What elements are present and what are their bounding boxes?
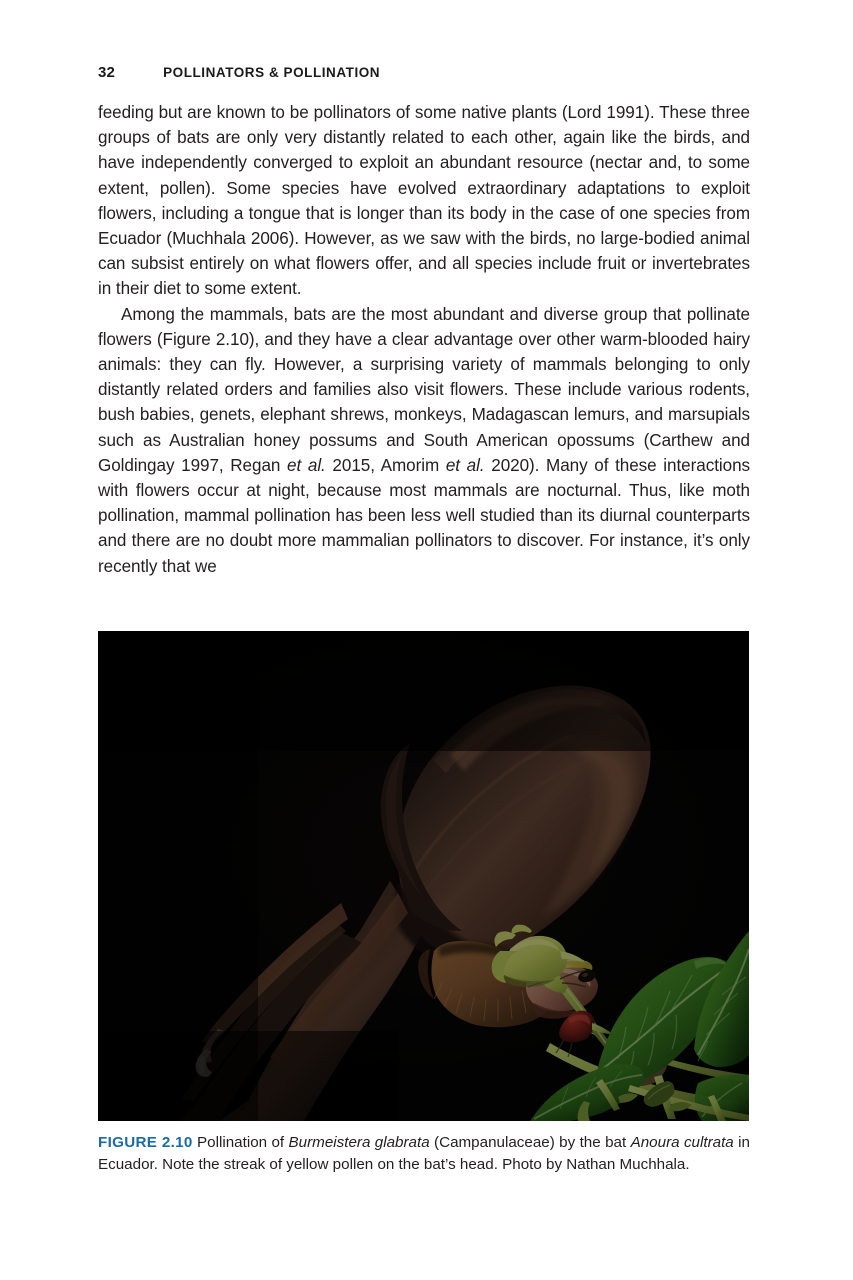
figure-2-10 <box>98 631 749 1121</box>
figure-caption: FIGURE 2.10 Pollination of Burmeistera glabrata (Campanulaceae) by the bat Anoura cultrata in Ecuador. Note the streak of yellow pollen on the bat’s head. Photo by Nathan Muchhala. <box>98 1134 750 1174</box>
running-head <box>98 64 380 81</box>
paragraph-1: feeding but are known to be pollinators of some native plants (Lord 1991). These three groups of bats are only very distantly related to each other, again like the birds, and have independently converged to exploit an abundant resource (nectar and, to some extent, pollen). Some species have evolved extraordinary adaptations to exploit flowers, including a tongue that is longer than its body in the case of one species from Ecuador (Muchhala 2006). However, as we saw with the birds, no large-bodied animal can subsist entirely on what flowers offer, and all species include fruit or invertebrates in their diet to some extent. <box>98 103 750 299</box>
figure-label: FIGURE 2.10 <box>98 1134 193 1151</box>
page-number: 32 <box>98 64 116 81</box>
bat-pollination-photograph <box>98 631 749 1121</box>
body-text-column <box>98 100 750 579</box>
paragraph-2: Among the mammals, bats are the most abundant and diverse group that pollinate flowers (Figure 2.10), and they have a clear advantage over other warm-blooded hairy animals: they can fly. However, a surprising variety of mammals belonging to only distantly related orders and families also visit flowers. These include various rodents, bush babies, genets, elephant shrews, monkeys, Madagascan lemurs, and marsupials such as Australian honey possums and South American opossums (Carthew and Goldingay 1997, Regan et al. 2015, Amorim et al. 2020). Many of these interactions with flowers occur at night, because most mammals are nocturnal. Thus, like moth pollination, mammal pollination has been less well studied than its diurnal counterparts and there are no doubt more mammalian pollinators to discover. For instance, it’s only recently that we <box>98 304 750 576</box>
running-head-title: POLLINATORS & POLLINATION <box>163 65 381 80</box>
